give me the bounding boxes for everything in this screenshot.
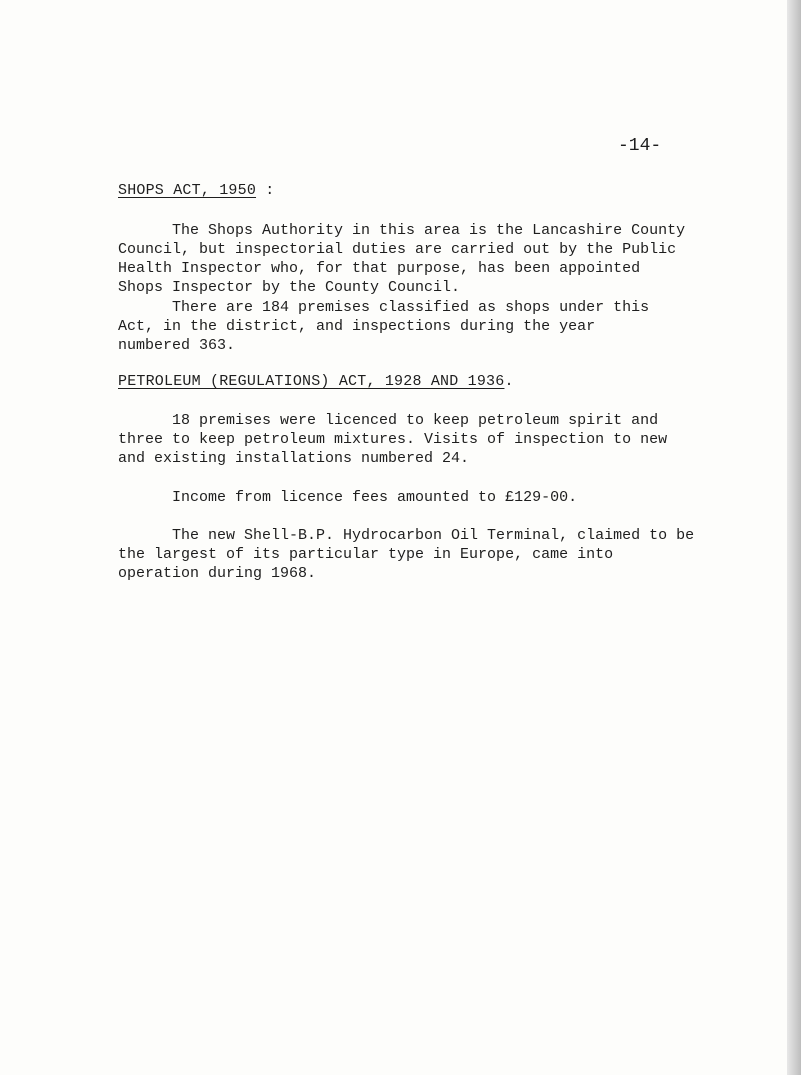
shops-act-heading-text: SHOPS ACT, 1950 bbox=[118, 182, 257, 199]
shops-paragraph-2: There are 184 premises classified as shops under this Act, in the district, and inspections during the year numbered 363. bbox=[118, 299, 650, 354]
shops-act-heading bbox=[118, 182, 274, 199]
shops-paragraph-1: The Shops Authority in this area is the Lancashire County Council, but inspectorial duties are carried out by the Public Health Inspector who, for that purpose, has been appointed Shops Inspector by the County Council. bbox=[118, 222, 686, 296]
petroleum-act-heading-text: PETROLEUM (REGULATIONS) ACT, 1928 AND 1936 bbox=[118, 373, 505, 390]
petroleum-act-heading bbox=[118, 373, 514, 390]
page-number: -14- bbox=[618, 136, 662, 156]
petroleum-act-heading-suffix: . bbox=[504, 373, 514, 390]
petroleum-paragraph-1: 18 premises were licenced to keep petroleum spirit and three to keep petroleum mixtures. Visits of inspection to new and existing installations numbered 24. bbox=[118, 412, 668, 467]
petroleum-paragraph-2: Income from licence fees amounted to £129-00. bbox=[118, 489, 578, 506]
petroleum-paragraph-3: The new Shell-B.P. Hydrocarbon Oil Terminal, claimed to be the largest of its particular type in Europe, came into operation during 1968. bbox=[118, 527, 695, 582]
page-edge bbox=[787, 0, 801, 1075]
shops-act-heading-suffix: : bbox=[256, 182, 275, 199]
